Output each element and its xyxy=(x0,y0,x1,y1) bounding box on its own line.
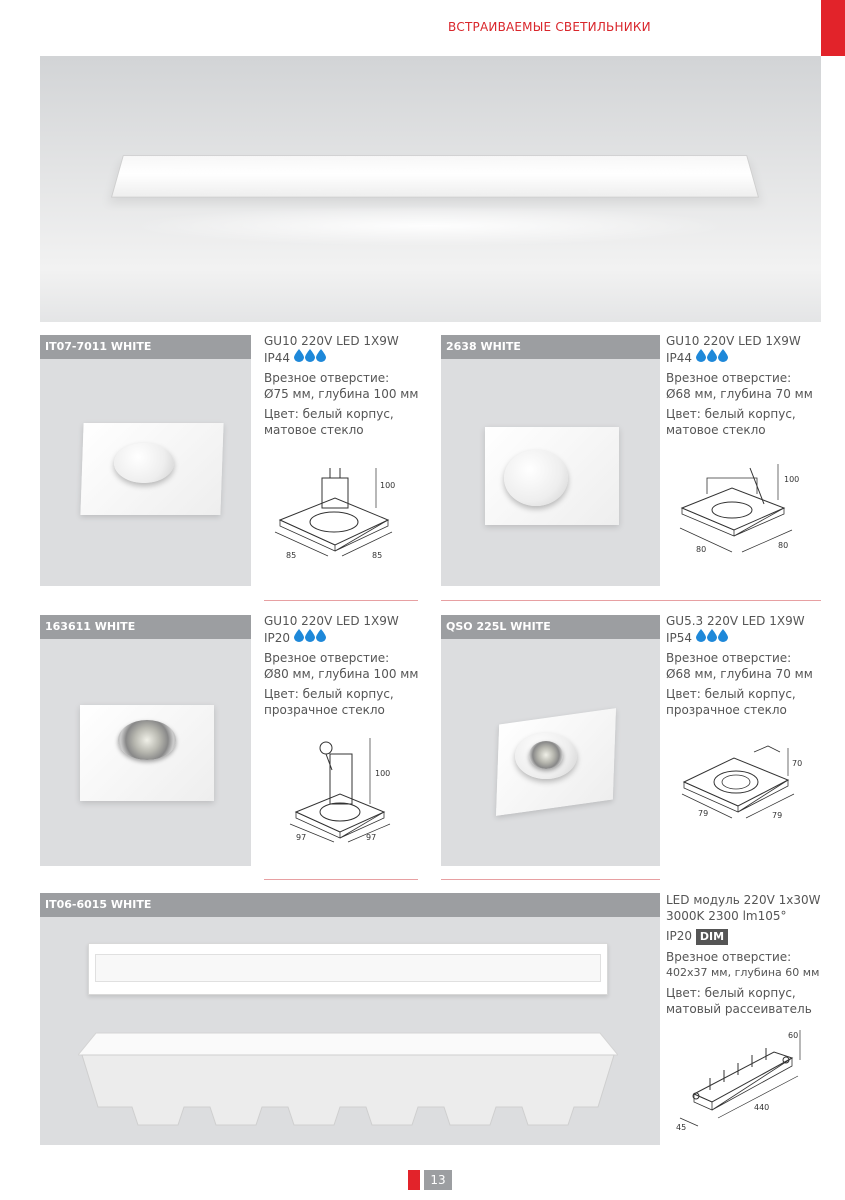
fixture-lamp xyxy=(529,741,563,769)
svg-text:79: 79 xyxy=(698,809,709,818)
technical-drawing xyxy=(674,1024,814,1134)
svg-text:45: 45 xyxy=(676,1123,687,1132)
fixture-lamp xyxy=(118,720,176,760)
product-name: IT07-7011 WHITE xyxy=(40,335,251,359)
svg-text:60: 60 xyxy=(788,1031,799,1040)
product-name: 2638 WHITE xyxy=(441,335,660,359)
page-number: 13 xyxy=(424,1170,452,1190)
ip-rating: IP20 DIM xyxy=(666,928,841,945)
svg-text:100: 100 xyxy=(784,475,800,484)
product-specs: GU10 220V LED 1X9W IP20 Врезное отверстие: Ø80 мм, глубина 100 мм Цвет: белый корпус, прозрачное стекло xyxy=(264,613,434,718)
svg-text:80: 80 xyxy=(778,541,789,550)
water-drops-icon xyxy=(294,349,326,362)
technical-drawing xyxy=(270,460,400,570)
svg-text:440: 440 xyxy=(754,1103,770,1112)
divider xyxy=(441,600,821,601)
linear-fixture-front xyxy=(88,943,608,995)
svg-text:100: 100 xyxy=(380,481,396,490)
power-spec: GU10 220V LED 1X9W xyxy=(264,334,399,348)
product-name: QSO 225L WHITE xyxy=(441,615,660,639)
product-card-image xyxy=(40,335,251,586)
linear-fixture-side xyxy=(78,1025,618,1135)
dim-badge: DIM xyxy=(696,929,728,945)
section-title: ВСТРАИВАЕМЫЕ СВЕТИЛЬНИКИ xyxy=(448,20,651,34)
product-card-image xyxy=(441,615,660,866)
water-drops-icon xyxy=(696,349,728,362)
section-tab xyxy=(821,0,845,56)
hero-image xyxy=(40,56,821,322)
fixture-lens xyxy=(114,443,174,483)
svg-text:85: 85 xyxy=(372,551,383,560)
ip-rating: IP54 xyxy=(666,629,836,646)
product-name: 163611 WHITE xyxy=(40,615,251,639)
product-specs: GU10 220V LED 1X9W IP44 Врезное отверстие: Ø75 мм, глубина 100 мм Цвет: белый корпус, матовое стекло xyxy=(264,333,434,438)
svg-text:97: 97 xyxy=(366,833,377,842)
product-card-image xyxy=(441,335,660,586)
technical-drawing xyxy=(672,458,812,563)
water-drops-icon xyxy=(696,629,728,642)
product-specs: GU5.3 220V LED 1X9W IP54 Врезное отверстие: Ø68 мм, глубина 70 мм Цвет: белый корпус, прозрачное стекло xyxy=(666,613,836,718)
divider xyxy=(441,879,660,880)
svg-text:79: 79 xyxy=(772,811,783,820)
page-marker xyxy=(408,1170,420,1190)
product-name: IT06-6015 WHITE xyxy=(40,893,660,917)
linear-light-panel xyxy=(111,155,759,197)
ip-rating: IP44 xyxy=(666,349,836,366)
fixture-lens xyxy=(504,450,568,506)
product-card-image xyxy=(40,893,660,1145)
divider xyxy=(264,879,418,880)
svg-text:80: 80 xyxy=(696,545,707,554)
svg-text:97: 97 xyxy=(296,833,307,842)
technical-drawing xyxy=(282,724,402,846)
product-specs: GU10 220V LED 1X9W IP44 Врезное отверстие: Ø68 мм, глубина 70 мм Цвет: белый корпус, матовое стекло xyxy=(666,333,836,438)
ip-rating: IP20 xyxy=(264,629,434,646)
water-drops-icon xyxy=(294,629,326,642)
svg-text:100: 100 xyxy=(375,769,391,778)
ip-rating: IP44 xyxy=(264,349,434,366)
divider xyxy=(264,600,418,601)
product-card-image xyxy=(40,615,251,866)
svg-text:85: 85 xyxy=(286,551,297,560)
svg-text:70: 70 xyxy=(792,759,803,768)
product-specs: LED модуль 220V 1x30W 3000K 2300 lm105° IP20 DIM Врезное отверстие: 402x37 мм, глубина 60 мм Цвет: белый корпус, матовый рассеиватель xyxy=(666,892,841,1017)
technical-drawing xyxy=(676,738,816,834)
